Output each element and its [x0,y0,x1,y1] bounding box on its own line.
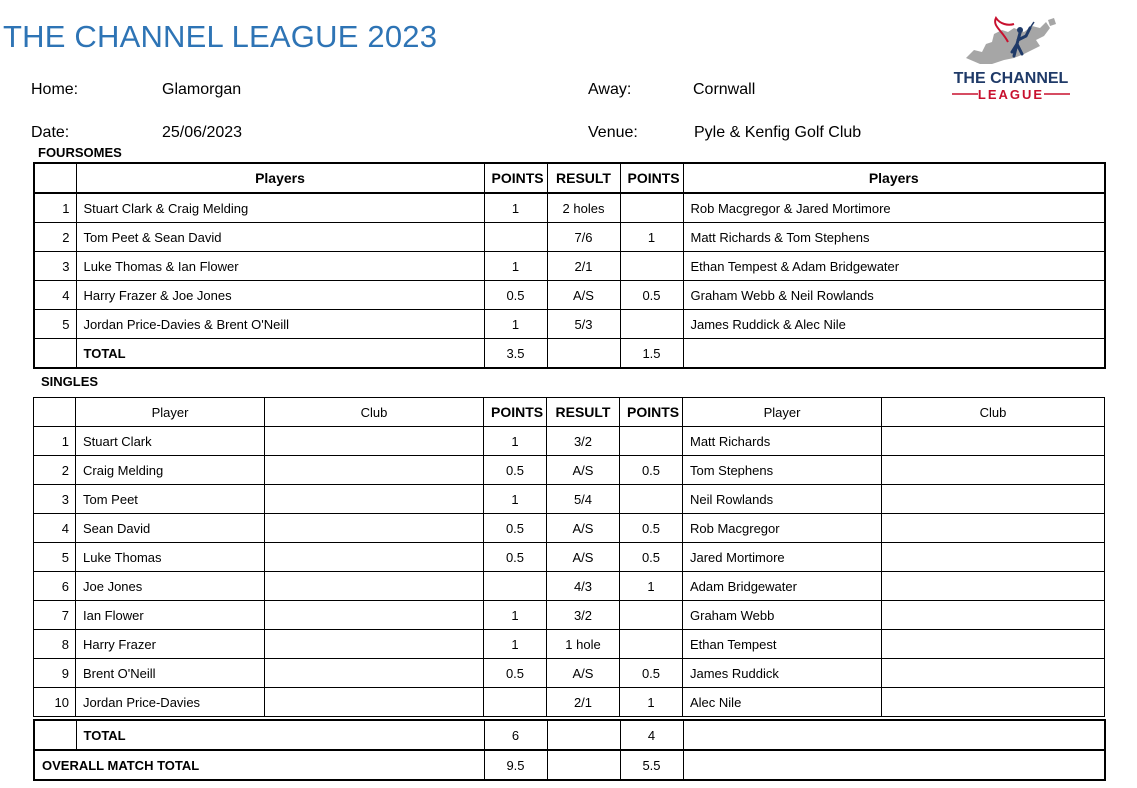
away-points [620,193,683,223]
home-points: 0.5 [484,659,547,688]
total-label: TOTAL [76,339,484,369]
home-points: 1 [484,252,547,281]
home-value: Glamorgan [162,81,242,98]
home-points: 1 [484,427,547,456]
away-points: 0.5 [620,543,683,572]
home-club [265,514,484,543]
home-player: Tom Peet [76,485,265,514]
row-number: 2 [34,223,76,252]
table-row [34,252,1105,281]
row-number: 1 [34,193,76,223]
away-pair: Matt Richards & Tom Stephens [683,223,1105,252]
away-points [620,630,683,659]
home-player: Stuart Clark [76,427,265,456]
home-player: Craig Melding [76,456,265,485]
match-result: A/S [547,456,620,485]
table-row [34,223,1105,252]
header-club-home: Club [265,398,484,427]
singles-header-row [34,398,1105,427]
home-club [265,659,484,688]
away-points [620,485,683,514]
header-club-away: Club [882,398,1105,427]
date-value: 25/06/2023 [162,124,243,141]
home-points: 1 [484,630,547,659]
home-club [265,543,484,572]
away-points: 0.5 [620,659,683,688]
home-points [484,688,547,717]
row-number: 2 [34,456,76,485]
match-result: 2 holes [547,193,620,223]
venue-value: Pyle & Kenfig Golf Club [694,124,862,141]
venue-label: Venue: [588,124,638,141]
match-result: A/S [547,659,620,688]
away-pair: James Ruddick & Alec Nile [683,310,1105,339]
away-points [620,427,683,456]
home-points: 0.5 [484,514,547,543]
overall-away-points: 5.5 [620,750,683,780]
row-number: 3 [34,485,76,514]
away-club [882,543,1105,572]
logo-line2: LEAGUE [977,87,1045,102]
table-row [34,281,1105,310]
home-player: Joe Jones [76,572,265,601]
away-club [882,630,1105,659]
home-club [265,485,484,514]
table-row [34,485,1105,514]
away-player: Matt Richards [683,427,882,456]
away-points [620,252,683,281]
away-club [882,659,1105,688]
home-points: 1 [484,601,547,630]
table-row [34,193,1105,223]
channel-league-logo [944,14,1078,104]
total-away-points: 1.5 [620,339,683,369]
home-player: Brent O'Neill [76,659,265,688]
home-player: Sean David [76,514,265,543]
overall-home-points: 9.5 [484,750,547,780]
overall-label: OVERALL MATCH TOTAL [34,750,484,780]
match-result: 2/1 [547,688,620,717]
match-result: 3/2 [547,601,620,630]
away-club [882,485,1105,514]
away-player: Ethan Tempest [683,630,882,659]
singles-label: SINGLES [41,374,99,389]
match-result: 5/4 [547,485,620,514]
header-points-away: POINTS [620,163,683,193]
header-result: RESULT [547,163,620,193]
away-player: Jared Mortimore [683,543,882,572]
header-result: RESULT [547,398,620,427]
home-club [265,572,484,601]
home-club [265,601,484,630]
home-label: Home: [31,81,79,98]
home-points: 0.5 [484,281,547,310]
page-title: THE CHANNEL LEAGUE 2023 [3,19,438,54]
home-pair: Tom Peet & Sean David [76,223,484,252]
home-points [484,572,547,601]
away-points: 0.5 [620,456,683,485]
home-club [265,688,484,717]
row-number: 7 [34,601,76,630]
home-points: 1 [484,310,547,339]
home-pair: Stuart Clark & Craig Melding [76,193,484,223]
home-points [484,223,547,252]
foursomes-label: FOURSOMES [38,145,122,160]
row-number: 6 [34,572,76,601]
match-result: A/S [547,543,620,572]
table-row [34,630,1105,659]
total-away-points: 4 [620,720,683,750]
row-number: 3 [34,252,76,281]
away-player: Alec Nile [683,688,882,717]
match-result: 2/1 [547,252,620,281]
header-points-away: POINTS [620,398,683,427]
away-points: 1 [620,688,683,717]
away-club [882,572,1105,601]
row-number: 5 [34,310,76,339]
totals-table [33,719,1106,781]
away-pair: Ethan Tempest & Adam Bridgewater [683,252,1105,281]
away-club [882,601,1105,630]
away-points [620,601,683,630]
table-row [34,310,1105,339]
away-pair: Rob Macgregor & Jared Mortimore [683,193,1105,223]
away-label: Away: [588,81,632,98]
header-player-home: Player [76,398,265,427]
home-pair: Jordan Price-Davies & Brent O'Neill [76,310,484,339]
overall-total-row [34,750,1105,780]
home-club [265,456,484,485]
header-number [34,398,76,427]
home-player: Luke Thomas [76,543,265,572]
header-player-away: Player [683,398,882,427]
table-row [34,572,1105,601]
row-number: 10 [34,688,76,717]
row-number: 4 [34,514,76,543]
away-club [882,456,1105,485]
home-player: Ian Flower [76,601,265,630]
row-number: 9 [34,659,76,688]
row-number: 1 [34,427,76,456]
away-points: 0.5 [620,514,683,543]
header-points-home: POINTS [484,163,547,193]
match-result: 7/6 [547,223,620,252]
match-result: 4/3 [547,572,620,601]
away-points [620,310,683,339]
total-label: TOTAL [76,720,484,750]
total-home-points: 3.5 [484,339,547,369]
header-number [34,163,76,193]
table-row [34,456,1105,485]
away-points: 1 [620,572,683,601]
home-points: 0.5 [484,543,547,572]
away-club [882,514,1105,543]
away-points: 1 [620,223,683,252]
table-row [34,514,1105,543]
away-pair: Graham Webb & Neil Rowlands [683,281,1105,310]
home-player: Jordan Price-Davies [76,688,265,717]
away-club [882,688,1105,717]
away-player: James Ruddick [683,659,882,688]
home-points: 0.5 [484,456,547,485]
foursomes-table [33,162,1106,369]
away-player: Neil Rowlands [683,485,882,514]
away-value: Cornwall [693,81,756,98]
away-club [882,427,1105,456]
home-points: 1 [484,485,547,514]
singles-table [33,397,1105,717]
golfer-map-icon [944,14,1078,104]
home-player: Harry Frazer [76,630,265,659]
away-player: Tom Stephens [683,456,882,485]
table-row [34,659,1105,688]
home-club [265,427,484,456]
row-number: 4 [34,281,76,310]
match-result: A/S [547,514,620,543]
total-home-points: 6 [484,720,547,750]
logo-line1: THE CHANNEL [953,70,1069,87]
row-number: 5 [34,543,76,572]
match-result: A/S [547,281,620,310]
match-result: 3/2 [547,427,620,456]
match-result: 5/3 [547,310,620,339]
table-row [34,543,1105,572]
header-players-home: Players [76,163,484,193]
foursomes-header-row [34,163,1105,193]
singles-total-row [34,720,1105,750]
foursomes-total-row [34,339,1105,369]
header-players-away: Players [683,163,1105,193]
match-result: 1 hole [547,630,620,659]
home-club [265,630,484,659]
away-player: Graham Webb [683,601,882,630]
home-pair: Harry Frazer & Joe Jones [76,281,484,310]
row-number: 8 [34,630,76,659]
home-points: 1 [484,193,547,223]
away-player: Adam Bridgewater [683,572,882,601]
away-player: Rob Macgregor [683,514,882,543]
header-points-home: POINTS [484,398,547,427]
table-row [34,601,1105,630]
away-points: 0.5 [620,281,683,310]
table-row [34,688,1105,717]
date-label: Date: [31,124,70,141]
table-row [34,427,1105,456]
home-pair: Luke Thomas & Ian Flower [76,252,484,281]
